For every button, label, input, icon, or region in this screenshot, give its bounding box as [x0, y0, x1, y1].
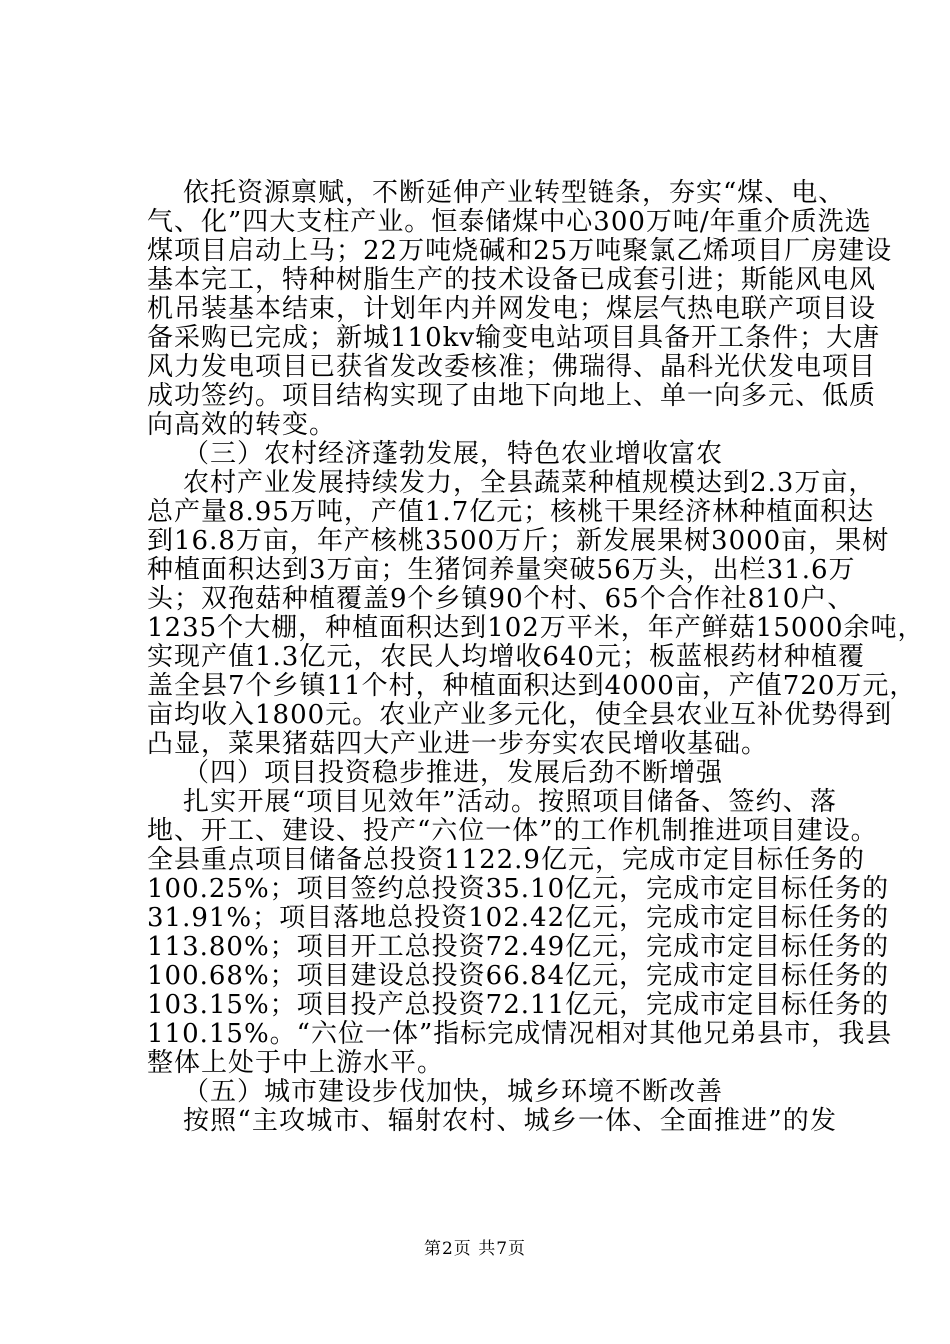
paragraph-line: 地、开工、建设、投产“六位一体”的工作机制推进项目建设。	[147, 816, 878, 846]
paragraph-line: 盖全县7个乡镇11个村，种植面积达到4000亩，产值720万元，	[147, 671, 917, 701]
paragraph-line: 向高效的转变。	[147, 410, 337, 440]
section-heading: （四）项目投资稳步推进，发展后劲不断增强	[183, 758, 724, 788]
paragraph-line: 扎实开展“项目见效年”活动。按照项目储备、签约、落	[183, 787, 837, 817]
paragraph-line: 机吊装基本结束，计划年内并网发电；煤层气热电联产项目设	[147, 294, 877, 324]
paragraph-line: 依托资源禀赋，不断延伸产业转型链条，夯实“煤、电、	[183, 178, 846, 208]
paragraph-line: 113.80%；项目开工总投资72.49亿元，完成市定目标任务的	[147, 932, 890, 962]
paragraph-line: 按照“主攻城市、辐射农村、城乡一体、全面推进”的发	[183, 1106, 837, 1136]
paragraph-line: 头；双孢菇种植覆盖9个乡镇90个村、65个合作社810户、	[147, 584, 855, 614]
paragraph-line: 亩均收入1800元。农业产业多元化，使全县农业互补优势得到	[147, 700, 893, 730]
paragraph-line: 全县重点项目储备总投资1122.9亿元，完成市定目标任务的	[147, 845, 865, 875]
paragraph-line: 31.91%；项目落地总投资102.42亿元，完成市定目标任务的	[147, 903, 890, 933]
paragraph-line: 到16.8万亩，年产核桃3500万斤；新发展果树3000亩，果树	[147, 526, 890, 556]
paragraph-line: 成功签约。项目结构实现了由地下向地上、单一向多元、低质	[147, 381, 877, 411]
paragraph-line: 煤项目启动上马；22万吨烧碱和25万吨聚氯乙烯项目厂房建设	[147, 236, 893, 266]
paragraph-line: 风力发电项目已获省发改委核准；佛瑞得、晶科光伏发电项目	[147, 352, 877, 382]
paragraph-line: 103.15%；项目投产总投资72.11亿元，完成市定目标任务的	[147, 990, 890, 1020]
paragraph-line: 实现产值1.3亿元，农民人均增收640元；板蓝根药材种植覆	[147, 642, 865, 672]
paragraph-line: 农村产业发展持续发力，全县蔬菜种植规模达到2.3万亩，	[183, 468, 876, 498]
paragraph-line: 100.68%；项目建设总投资66.84亿元，完成市定目标任务的	[147, 961, 890, 991]
paragraph-line: 基本完工，特种树脂生产的技术设备已成套引进；斯能风电风	[147, 265, 877, 295]
paragraph-line: 1235个大棚，种植面积达到102万平米，年产鲜菇15000余吨，	[147, 613, 925, 643]
paragraph-line: 气、化”四大支柱产业。恒泰储煤中心300万吨/年重介质洗选	[147, 207, 872, 237]
paragraph-line: 100.25%；项目签约总投资35.10亿元，完成市定目标任务的	[147, 874, 890, 904]
paragraph-line: 110.15%。“六位一体”指标完成情况相对其他兄弟县市，我县	[147, 1019, 893, 1049]
page-footer: 第2页 共7页	[423, 1239, 527, 1259]
section-heading: （五）城市建设步伐加快，城乡环境不断改善	[183, 1077, 724, 1107]
paragraph-line: 种植面积达到3万亩；生猪饲养量突破56万头，出栏31.6万	[147, 555, 856, 585]
section-heading: （三）农村经济蓬勃发展，特色农业增收富农	[183, 439, 724, 469]
paragraph-line: 整体上处于中上游水平。	[147, 1048, 445, 1078]
paragraph-line: 凸显，菜果猪菇四大产业进一步夯实农民增收基础。	[147, 729, 769, 759]
paragraph-line: 总产量8.95万吨，产值1.7亿元；核桃干果经济林种植面积达	[147, 497, 875, 527]
paragraph-line: 备采购已完成；新城110kv输变电站项目具备开工条件；大唐	[147, 323, 881, 353]
